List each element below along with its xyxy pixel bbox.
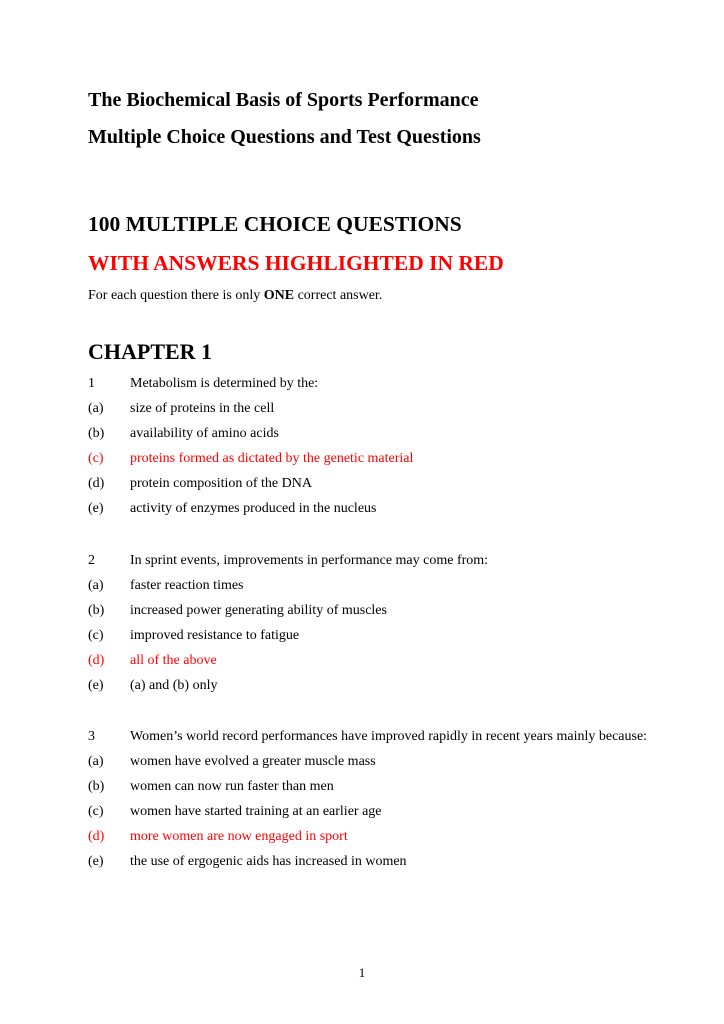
answer-option [88, 623, 648, 648]
option-text: all of the above [130, 653, 217, 668]
option-label: (c) [88, 628, 104, 643]
option-text: faster reaction times [130, 578, 244, 593]
answer-option [88, 471, 648, 496]
instructions-before: For each question there is only [88, 288, 264, 303]
page-number: 1 [358, 965, 366, 980]
answer-option [88, 648, 648, 673]
question-number: 3 [88, 729, 95, 744]
question-stem [88, 371, 648, 396]
answer-option [88, 598, 648, 623]
option-label: (b) [88, 779, 105, 794]
document-title-line2: Multiple Choice Questions and Test Questions [88, 126, 481, 148]
question-text: Women’s world record performances have improved rapidly in recent years mainly because: [130, 729, 648, 744]
option-text: improved resistance to fatigue [130, 628, 300, 643]
option-text: increased power generating ability of muscles [130, 603, 387, 618]
question-stem [88, 548, 648, 573]
option-label: (b) [88, 426, 105, 441]
answer-option [88, 749, 648, 774]
option-label: (a) [88, 754, 104, 769]
answer-option [88, 799, 648, 824]
answer-option [88, 824, 648, 849]
answer-option [88, 849, 648, 874]
answers-notice-heading: WITH ANSWERS HIGHLIGHTED IN RED [88, 251, 504, 275]
option-label: (c) [88, 804, 104, 819]
question-block [88, 548, 648, 698]
question-number: 2 [88, 553, 95, 568]
option-label: (a) [88, 578, 104, 593]
answer-option [88, 421, 648, 446]
option-text: proteins formed as dictated by the genetic material [130, 451, 414, 466]
answer-option [88, 496, 648, 521]
answer-option [88, 573, 648, 598]
option-text: availability of amino acids [130, 426, 279, 441]
answer-option [88, 673, 648, 698]
instructions-after: correct answer. [294, 288, 383, 303]
question-stem [88, 724, 648, 749]
option-label: (c) [88, 451, 104, 466]
option-label: (d) [88, 829, 105, 844]
question-block [88, 371, 648, 521]
option-text: women have evolved a greater muscle mass [130, 754, 376, 769]
section-heading: 100 MULTIPLE CHOICE QUESTIONS [88, 212, 462, 236]
option-label: (d) [88, 653, 105, 668]
question-number: 1 [88, 376, 95, 391]
chapter-heading: CHAPTER 1 [88, 339, 213, 364]
question-text: In sprint events, improvements in performance may come from: [130, 553, 489, 568]
answer-option [88, 396, 648, 421]
instructions-emphasis: ONE [263, 288, 295, 303]
question-text: Metabolism is determined by the: [130, 376, 319, 391]
option-text: women can now run faster than men [130, 779, 334, 794]
option-text: activity of enzymes produced in the nucleus [130, 501, 377, 516]
option-text: women have started training at an earlier age [130, 804, 382, 819]
option-text: more women are now engaged in sport [130, 829, 348, 844]
option-label: (a) [88, 401, 104, 416]
option-text: size of proteins in the cell [130, 401, 275, 416]
option-label: (e) [88, 854, 104, 869]
instructions-text [88, 286, 382, 306]
option-text: (a) and (b) only [130, 678, 218, 693]
option-label: (e) [88, 501, 104, 516]
option-label: (b) [88, 603, 105, 618]
option-label: (e) [88, 678, 104, 693]
answer-option [88, 774, 648, 799]
document-title-line1: The Biochemical Basis of Sports Performance [88, 89, 479, 111]
option-text: protein composition of the DNA [130, 476, 312, 491]
question-block [88, 724, 648, 874]
option-text: the use of ergogenic aids has increased in women [130, 854, 407, 869]
answer-option [88, 446, 648, 471]
option-label: (d) [88, 476, 105, 491]
